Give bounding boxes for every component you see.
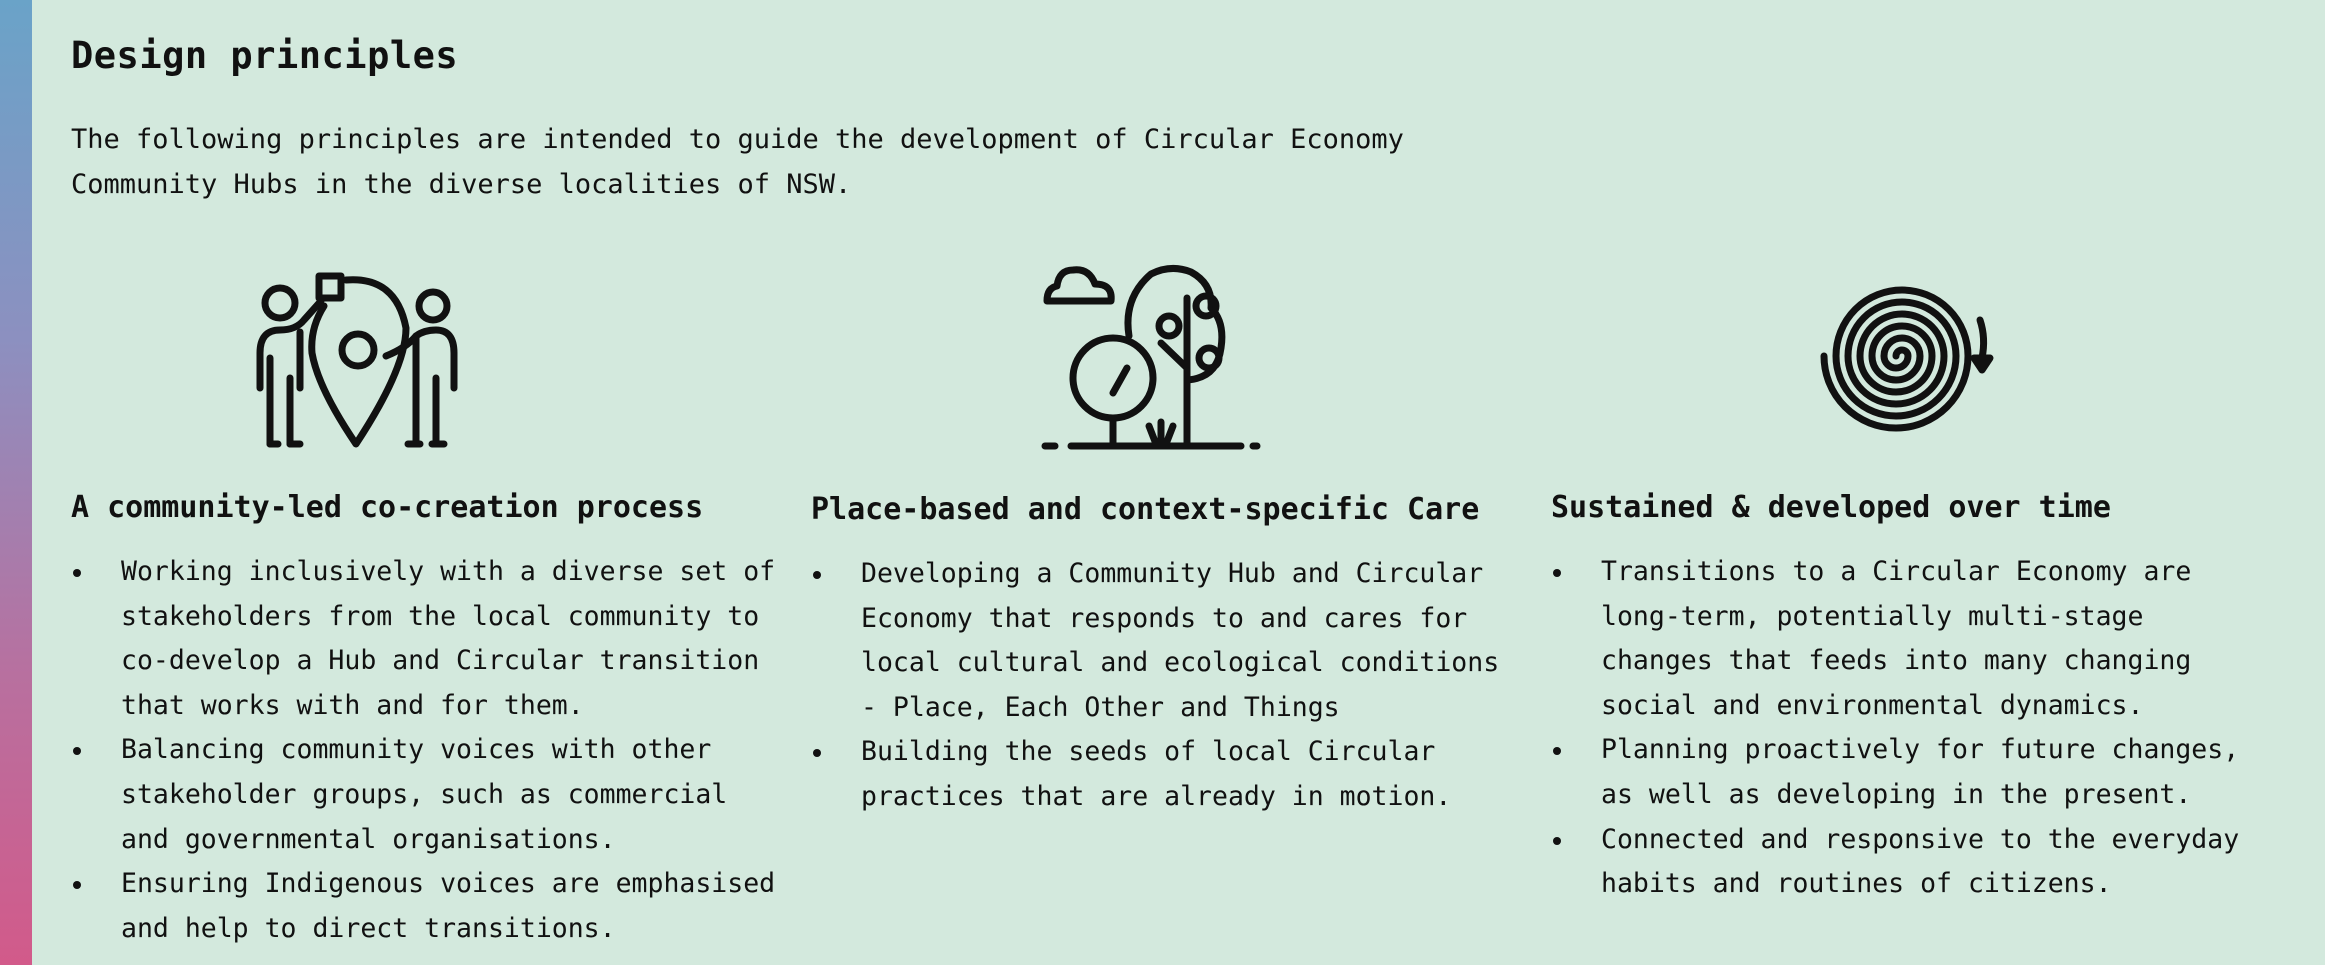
decorative-edge-strip xyxy=(0,0,32,965)
list-item xyxy=(811,552,1531,730)
list-item xyxy=(1551,550,2271,728)
intro-paragraph: The following principles are intended to guide the development of Circular Economy Community Hubs in the diverse localities of NSW. xyxy=(71,124,1404,200)
people-location-pin-icon xyxy=(256,258,566,458)
principle-column-community xyxy=(71,258,776,944)
list-item xyxy=(811,730,1531,819)
list-item xyxy=(71,550,791,728)
list-item xyxy=(71,862,791,951)
bullet-text: Building the seeds of local Circular practices that are already in motion. xyxy=(861,736,1452,812)
principle-heading: Sustained & developed over time xyxy=(1551,490,2111,525)
bullet-icon xyxy=(1553,747,1561,755)
principle-bullet-list xyxy=(71,550,791,951)
trees-cloud-icon xyxy=(1041,258,1261,458)
principle-bullet-list xyxy=(811,552,1531,820)
bullet-text: Connected and responsive to the everyday habits and routines of citizens. xyxy=(1601,823,2240,900)
bullet-icon xyxy=(813,571,821,579)
principle-heading: Place-based and context-specific Care xyxy=(811,492,1480,527)
principle-icon-container xyxy=(811,258,1511,458)
bullet-icon xyxy=(73,881,81,889)
principle-column-place xyxy=(811,258,1511,812)
page-title: Design principles xyxy=(71,34,459,77)
list-item xyxy=(1551,728,2271,817)
principle-icon-container xyxy=(71,258,771,458)
list-item xyxy=(1551,818,2271,907)
bullet-icon xyxy=(813,749,821,757)
bullet-text: Balancing community voices with other stakeholder groups, such as commercial and governmental organisations. xyxy=(121,734,728,855)
spiral-arrow-icon xyxy=(1796,258,2016,458)
bullet-icon xyxy=(73,747,81,755)
principle-column-time xyxy=(1551,258,2251,900)
principle-icon-container xyxy=(1551,258,2251,458)
bullet-icon xyxy=(73,569,81,577)
design-principles-section xyxy=(71,0,2301,965)
bullet-icon xyxy=(1553,837,1561,845)
principle-bullet-list xyxy=(1551,550,2271,907)
bullet-icon xyxy=(1553,569,1561,577)
bullet-text: Planning proactively for future changes, as well as developing in the present. xyxy=(1601,734,2240,810)
bullet-text: Transitions to a Circular Economy are long-term, potentially multi-stage changes that feeds into many changing social and environmental dynamics. xyxy=(1601,556,2192,721)
bullet-text: Working inclusively with a diverse set of stakeholders from the local community to co-develop a Hub and Circular transition that works with and for them. xyxy=(121,556,776,721)
list-item xyxy=(71,728,791,862)
principle-heading: A community-led co-creation process xyxy=(71,490,704,525)
bullet-text: Developing a Community Hub and Circular Economy that responds to and cares for local cultural and ecological conditions - Place, Each Other and Things xyxy=(861,558,1500,723)
bullet-text: Ensuring Indigenous voices are emphasised and help to direct transitions. xyxy=(121,868,776,944)
